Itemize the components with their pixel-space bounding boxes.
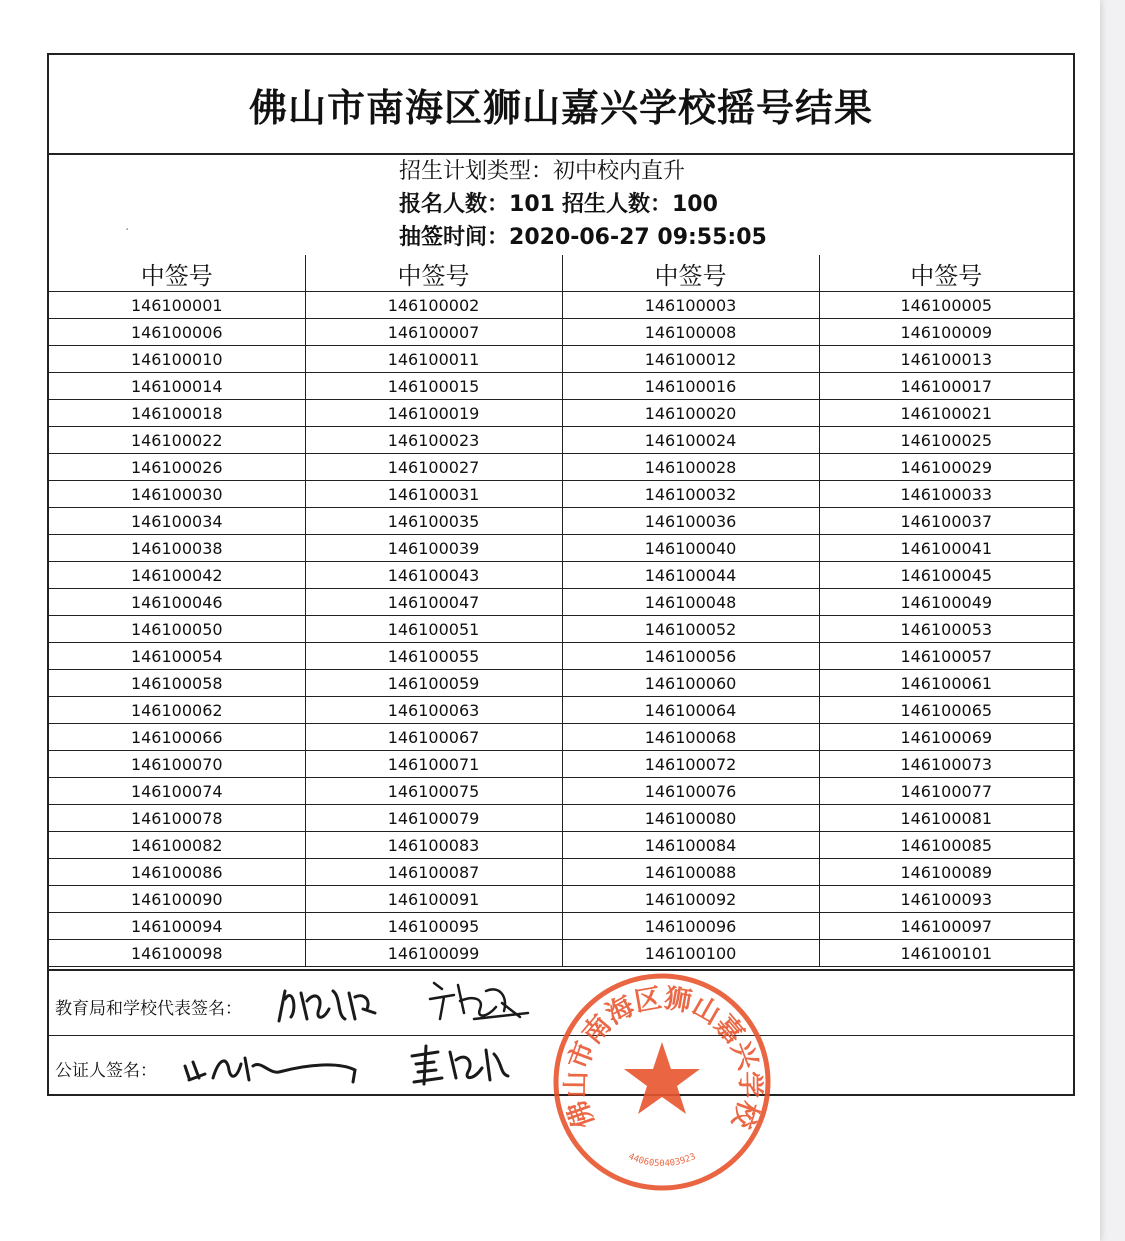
seal-text: 佛山市南海区狮山嘉兴学校 [560, 982, 766, 1133]
winning-number-cell: 146100088 [562, 859, 819, 886]
winning-number-cell: 146100062 [49, 697, 305, 724]
table-row [49, 454, 1073, 481]
winning-number-cell: 146100099 [305, 940, 562, 967]
table-row [49, 292, 1073, 319]
winning-number-cell: 146100083 [305, 832, 562, 859]
winning-number-cell: 146100048 [562, 589, 819, 616]
winning-number-cell: 146100017 [819, 373, 1073, 400]
page-title: 佛山市南海区狮山嘉兴学校摇号结果 [248, 85, 873, 130]
table-row [49, 535, 1073, 562]
winning-number-cell: 146100039 [305, 535, 562, 562]
winning-number-cell: 146100094 [49, 913, 305, 940]
admissions-label: 招生人数： [561, 192, 672, 217]
table-row [49, 859, 1073, 886]
table-body [49, 292, 1073, 967]
table-row [49, 373, 1073, 400]
winning-number-cell: 146100086 [49, 859, 305, 886]
plan-type-value: 初中校内直升 [553, 159, 686, 184]
table-row [49, 832, 1073, 859]
winning-number-cell: 146100081 [819, 805, 1073, 832]
winning-number-cell: 146100002 [305, 292, 562, 319]
winning-number-cell: 146100078 [49, 805, 305, 832]
draw-time-label: 抽签时间： [399, 225, 510, 250]
winning-number-cell: 146100008 [562, 319, 819, 346]
winning-number-cell: 146100095 [305, 913, 562, 940]
winning-number-cell: 146100030 [49, 481, 305, 508]
winning-number-cell: 146100101 [819, 940, 1073, 967]
column-header: 中签号 [819, 255, 1073, 292]
winning-number-cell: 146100001 [49, 292, 305, 319]
winning-number-cell: 146100021 [819, 400, 1073, 427]
winning-number-cell: 146100056 [562, 643, 819, 670]
winning-number-cell: 146100075 [305, 778, 562, 805]
winning-number-cell: 146100005 [819, 292, 1073, 319]
table-row [49, 589, 1073, 616]
winning-number-cell: 146100006 [49, 319, 305, 346]
counts-line [399, 188, 899, 221]
winning-number-cell: 146100090 [49, 886, 305, 913]
column-header: 中签号 [305, 255, 562, 292]
winning-number-cell: 146100014 [49, 373, 305, 400]
winning-number-cell: 146100023 [305, 427, 562, 454]
winning-number-cell: 146100070 [49, 751, 305, 778]
winning-number-cell: 146100100 [562, 940, 819, 967]
table-row [49, 643, 1073, 670]
winning-number-cell: 146100050 [49, 616, 305, 643]
winning-number-cell: 146100055 [305, 643, 562, 670]
admissions-value: 100 [671, 192, 718, 217]
notary-signature-2 [404, 1040, 524, 1090]
winning-number-cell: 146100080 [562, 805, 819, 832]
winning-number-cell: 146100009 [819, 319, 1073, 346]
svg-text:4406050403923 [627, 1152, 698, 1169]
winning-number-cell: 146100029 [819, 454, 1073, 481]
winning-number-cell: 146100076 [562, 778, 819, 805]
winning-number-cell: 146100071 [305, 751, 562, 778]
winning-number-cell: 146100003 [562, 292, 819, 319]
winning-number-cell: 146100087 [305, 859, 562, 886]
representative-signature-1 [271, 979, 391, 1029]
winning-number-cell: 146100082 [49, 832, 305, 859]
winning-number-cell: 146100027 [305, 454, 562, 481]
winning-number-cell: 146100098 [49, 940, 305, 967]
winning-number-cell: 146100093 [819, 886, 1073, 913]
winning-number-cell: 146100057 [819, 643, 1073, 670]
winning-number-cell: 146100079 [305, 805, 562, 832]
winning-number-cell: 146100013 [819, 346, 1073, 373]
winning-number-cell: 146100065 [819, 697, 1073, 724]
winning-number-cell: 146100069 [819, 724, 1073, 751]
applicants-label: 报名人数： [399, 192, 510, 217]
table-row [49, 508, 1073, 535]
winning-number-cell: 146100032 [562, 481, 819, 508]
winning-number-cell: 146100089 [819, 859, 1073, 886]
winning-number-cell: 146100034 [49, 508, 305, 535]
table-row [49, 913, 1073, 940]
winning-number-cell: 146100018 [49, 400, 305, 427]
winning-number-cell: 146100058 [49, 670, 305, 697]
winning-number-cell: 146100025 [819, 427, 1073, 454]
winning-number-cell: 146100011 [305, 346, 562, 373]
winning-number-cell: 146100077 [819, 778, 1073, 805]
draw-time-line [399, 221, 899, 254]
table-row [49, 562, 1073, 589]
winning-number-cell: 146100031 [305, 481, 562, 508]
representatives-signature-label: 教育局和学校代表签名： [55, 999, 242, 1019]
notary-signature-label: 公证人签名： [55, 1061, 157, 1081]
winning-number-cell: 146100037 [819, 508, 1073, 535]
winning-number-cell: 146100019 [305, 400, 562, 427]
winning-number-cell: 146100068 [562, 724, 819, 751]
winning-number-cell: 146100084 [562, 832, 819, 859]
winning-number-cell: 146100015 [305, 373, 562, 400]
winning-number-cell: 146100049 [819, 589, 1073, 616]
column-header: 中签号 [562, 255, 819, 292]
table-header-row [49, 255, 1073, 292]
table-row [49, 778, 1073, 805]
winning-number-cell: 146100052 [562, 616, 819, 643]
winning-number-cell: 146100041 [819, 535, 1073, 562]
result-form [47, 53, 1075, 1096]
winning-number-cell: 146100038 [49, 535, 305, 562]
winning-number-cell: 146100054 [49, 643, 305, 670]
table-row [49, 346, 1073, 373]
winning-number-cell: 146100092 [562, 886, 819, 913]
winning-number-cell: 146100007 [305, 319, 562, 346]
winning-number-cell: 146100085 [819, 832, 1073, 859]
table-row [49, 616, 1073, 643]
winning-number-cell: 146100059 [305, 670, 562, 697]
winning-number-cell: 146100091 [305, 886, 562, 913]
table-row [49, 805, 1073, 832]
winning-number-cell: 146100042 [49, 562, 305, 589]
draw-time-value: 2020-06-27 09:55:05 [509, 225, 767, 250]
notary-signature-1 [179, 1044, 369, 1089]
winning-number-cell: 146100016 [562, 373, 819, 400]
applicants-value: 101 [509, 192, 555, 217]
winning-number-cell: 146100061 [819, 670, 1073, 697]
winning-number-cell: 146100045 [819, 562, 1073, 589]
table-row [49, 481, 1073, 508]
winning-number-cell: 146100072 [562, 751, 819, 778]
table-row [49, 427, 1073, 454]
plan-type-label: 招生计划类型： [399, 159, 554, 184]
winning-number-cell: 146100067 [305, 724, 562, 751]
winning-number-cell: 146100060 [562, 670, 819, 697]
title-row [49, 55, 1073, 155]
seal-number: 4406050403923 [626, 1151, 698, 1170]
winning-number-cell: 146100063 [305, 697, 562, 724]
winning-number-cell: 146100022 [49, 427, 305, 454]
scan-mark: · [125, 222, 130, 238]
winning-number-cell: 146100036 [562, 508, 819, 535]
table-row [49, 886, 1073, 913]
winning-number-cell: 146100035 [305, 508, 562, 535]
winning-number-cell: 146100051 [305, 616, 562, 643]
table-row [49, 697, 1073, 724]
winning-number-cell: 146100020 [562, 400, 819, 427]
winning-number-cell: 146100066 [49, 724, 305, 751]
star-icon [624, 1042, 700, 1114]
table-row [49, 400, 1073, 427]
winning-number-cell: 146100073 [819, 751, 1073, 778]
winning-number-cell: 146100010 [49, 346, 305, 373]
table-row [49, 670, 1073, 697]
winning-number-cell: 146100026 [49, 454, 305, 481]
winning-number-cell: 146100064 [562, 697, 819, 724]
winning-number-cell: 146100012 [562, 346, 819, 373]
winning-number-cell: 146100033 [819, 481, 1073, 508]
table-row [49, 751, 1073, 778]
official-seal-stamp [550, 970, 774, 1194]
info-block [399, 155, 899, 255]
winning-number-cell: 146100096 [562, 913, 819, 940]
table-row [49, 724, 1073, 751]
representative-signature-2 [424, 973, 544, 1028]
table-row [49, 319, 1073, 346]
table-row [49, 940, 1073, 967]
winning-number-cell: 146100047 [305, 589, 562, 616]
winning-number-cell: 146100053 [819, 616, 1073, 643]
winning-number-cell: 146100074 [49, 778, 305, 805]
winning-number-cell: 146100046 [49, 589, 305, 616]
winning-numbers-table [49, 255, 1073, 967]
winning-number-cell: 146100044 [562, 562, 819, 589]
column-header: 中签号 [49, 255, 305, 292]
winning-number-cell: 146100028 [562, 454, 819, 481]
plan-type-line [399, 155, 899, 188]
winning-number-cell: 146100040 [562, 535, 819, 562]
winning-number-cell: 146100097 [819, 913, 1073, 940]
winning-number-cell: 146100043 [305, 562, 562, 589]
winning-number-cell: 146100024 [562, 427, 819, 454]
